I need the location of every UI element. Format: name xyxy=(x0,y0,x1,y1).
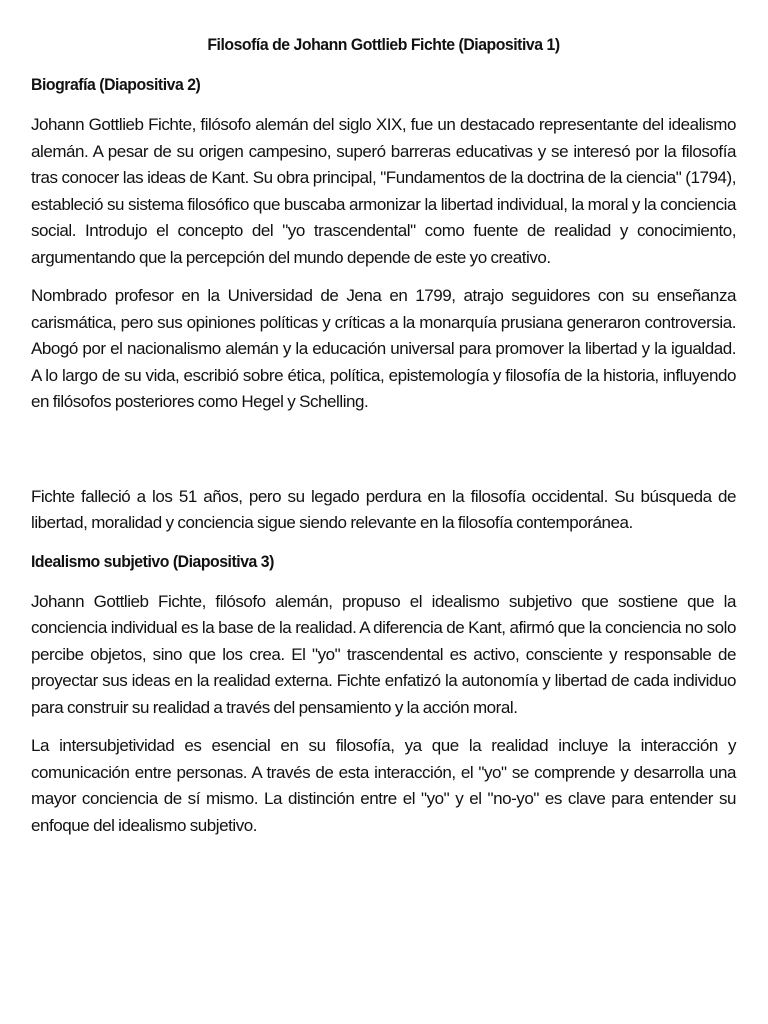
document-title: Filosofía de Johann Gottlieb Fichte (Diapositiva 1) xyxy=(207,35,560,54)
paragraph-biografia-2: Nombrado profesor en la Universidad de Jena en 1799, atrajo seguidores con su enseñanza carismática, pero sus opiniones políticas y críticas a la monarquía prusiana generaron controversia. Abogó por el nacionalismo alemán y la educación universal para promover la libertad y la igualdad. A lo largo de su vida, escribió sobre ética, política, epistemología y filosofía de la historia, influyendo en filósofos posteriores como Hegel y Schelling. xyxy=(31,286,736,411)
paragraph-biografia-3: Fichte falleció a los 51 años, pero su legado perdura en la filosofía occidental. Su búsqueda de libertad, moralidad y conciencia sigue siendo relevante en la filosofía contemporánea. xyxy=(31,486,736,532)
section-heading-idealismo: Idealismo subjetivo (Diapositiva 3) xyxy=(31,551,274,571)
blank-space xyxy=(31,428,736,484)
paragraph-idealismo-1: Johann Gottlieb Fichte, filósofo alemán, propuso el idealismo subjetivo que sostiene que la conciencia individual es la base de la realidad. A diferencia de Kant, afirmó que la conciencia no solo percibe objetos, sino que los crea. El "yo" trascendental es activo, consciente y responsable de proyectar sus ideas en la realidad externa. Fichte enfatizó la autonomía y libertad de cada individuo para construir su realidad a través del pensamiento y la acción moral. xyxy=(31,591,736,717)
paragraph-idealismo-2: La intersubjetividad es esencial en su filosofía, ya que la realidad incluye la interacción y comunicación entre personas. A través de esta interacción, el "yo" se comprende y desarrolla una mayor conciencia de sí mismo. La distinción entre el "yo" y el "no-yo" es clave para entender su enfoque del idealismo subjetivo. xyxy=(31,736,736,835)
paragraph-biografia-1: Johann Gottlieb Fichte, filósofo alemán del siglo XIX, fue un destacado representante del idealismo alemán. A pesar de su origen campesino, superó barreras educativas y se interesó por la filosofía tras conocer las ideas de Kant. Su obra principal, "Fundamentos de la doctrina de la ciencia" (1794), estableció su sistema filosófico que buscaba armonizar la libertad individual, la moral y la conciencia social. Introdujo el concepto del "yo trascendental" como fuente de realidad y conocimiento, argumentando que la percepción del mundo depende de este yo creativo. xyxy=(31,115,736,267)
section-heading-biografia: Biografía (Diapositiva 2) xyxy=(31,75,201,94)
